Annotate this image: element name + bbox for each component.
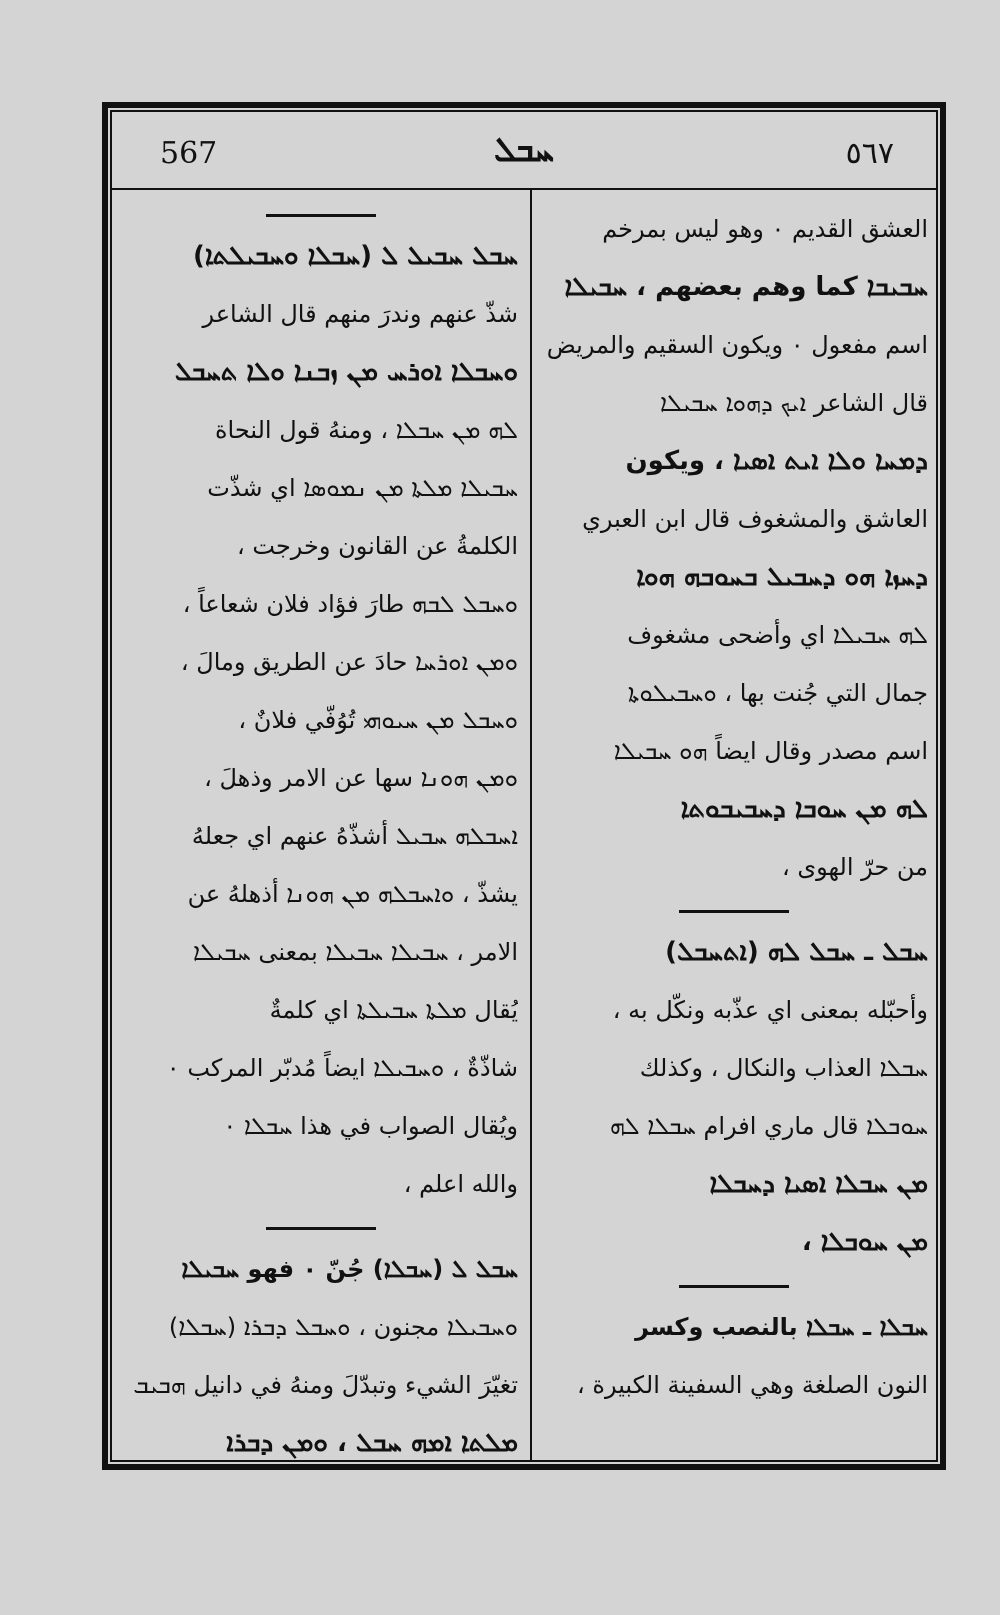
text-line: الامر ، ܚܒܝܠܐ ܚܒܝܠܐ بمعنى ܚܒܝܠܐ bbox=[192, 938, 518, 966]
entry-separator bbox=[679, 1285, 789, 1288]
text-line: ܠܗ ܡܢ ܚܒܠܐ ، ومنهُ قول النحاة bbox=[214, 416, 518, 444]
text-line: ܡܢ ܚܘܒܠܐ ، bbox=[801, 1227, 928, 1257]
text-line: ܘܡܢ ܐܘܪܚܐ حادَ عن الطريق ومالَ ، bbox=[180, 648, 518, 676]
text-line: ܚܒܝܒܐ كما وهم بعضهم ، ܚܒܝܠܐ bbox=[564, 272, 928, 302]
text-line: شذّ عنهم وندرَ منهم قال الشاعر bbox=[202, 300, 518, 328]
text-line: ܐܚܒܠܗ ܚܒܝܠ أشذّهُ عنهم اي جعلهُ bbox=[191, 822, 518, 850]
text-line: ܠܗ ܚܒܝܠܐ اي وأضحى مشغوف bbox=[627, 621, 928, 649]
text-line: تغيّرَ الشيء وتبدّلَ ومنهُ في دانيل ܗܒܝܒ bbox=[133, 1371, 518, 1399]
entry-headword: ܚܒܠܐ ـ ܚܒܠܐ بالنصب وكسر bbox=[635, 1313, 928, 1341]
text-line: ܘܚܒܠܐ ܐܘܪܚ ܡܢ ܙܒܢܐ ܘܠܐ ܬܚܒܠ bbox=[174, 357, 518, 387]
text-line: ܚܘܒܠܐ قال ماري افرام ܚܒܠܐ ܠܗ bbox=[609, 1112, 928, 1140]
text-line: جمال التي جُنت بها ، ܘܚܒܝܠܘܬܐ bbox=[627, 679, 928, 707]
text-line: يُقال ܡܠܬܐ ܚܒܝܠܬܐ اي كلمةٌ bbox=[269, 996, 518, 1024]
text-line: والله اعلم ، bbox=[403, 1170, 518, 1198]
running-head: ܚܒܠ bbox=[493, 130, 555, 170]
text-line: من حرّ الهوى ، bbox=[781, 853, 928, 881]
text-line: ܚܒܝܠܐ ܡܠܬܐ ܡܢ ܢܡܘܣܐ اي شذّت bbox=[207, 474, 518, 502]
entry-separator bbox=[266, 1227, 376, 1230]
text-line: ܘܚܒܠ ܡܢ ܚܝܘܗܝ تُوُفّي فلانٌ ، bbox=[238, 706, 518, 734]
text-line: العشق القديم ٠ وهو ليس بمرخم bbox=[602, 215, 928, 243]
text-line: ويُقال الصواب في هذا ܚܒܠܐ ٠ bbox=[223, 1112, 518, 1140]
text-line: شاذّةٌ ، ܘܚܒܝܠܐ ايضاً مُدبّر المركب ٠ bbox=[166, 1054, 518, 1082]
text-line: قال الشاعر ܐܝܟ ܕܗܘܐ ܚܒܝܠܐ bbox=[659, 389, 928, 417]
column-divider bbox=[530, 190, 532, 1460]
text-line: يشذّ ، ܘܐܚܒܠܗ ܡܢ ܗܘܢܐ أذهلهُ عن bbox=[187, 880, 518, 908]
page-header bbox=[110, 128, 938, 188]
left-column bbox=[124, 200, 518, 1472]
right-column bbox=[540, 200, 928, 1414]
text-line: وأحبّله بمعنى اي عذّبه ونكّل به ، bbox=[612, 996, 928, 1024]
text-line: اسم مفعول ٠ ويكون السقيم والمريض bbox=[546, 331, 928, 359]
text-line: ܕܡܚܐ ܘܠܐ ܐܝܬ ܐܣܝܐ ، ويكون bbox=[625, 446, 928, 476]
entry-separator bbox=[266, 214, 376, 217]
text-line: اسم مصدر وقال ايضاً ܗܘ ܚܒܝܠܐ bbox=[613, 737, 928, 765]
entry-headword: ܚܒܠ ܠ (ܚܒܠܐ) جُنّ ٠ فهو ܚܒܝܠܐ bbox=[181, 1255, 518, 1283]
text-line: النون الصلغة وهي السفينة الكبيرة ، bbox=[577, 1371, 928, 1399]
header-rule bbox=[112, 188, 936, 190]
page-number-latin: 567 bbox=[160, 136, 218, 171]
text-line: العاشق والمشغوف قال ابن العبري bbox=[582, 505, 928, 533]
text-line: ܠܗ ܡܢ ܚܘܒܐ ܕܚܒܝܒܘܬܐ bbox=[680, 794, 928, 824]
text-line: ܘܚܒܠ ܠܒܗ طارَ فؤاد فلان شعاعاً ، bbox=[182, 590, 518, 618]
text-line: ܕܚܙܐ ܗܘ ܕܚܒܝܠ ܒܚܘܒܗ ܗܘܐ bbox=[636, 562, 928, 592]
text-line: ܡܢ ܚܒܠܐ ܐܣܝܐ ܕܚܒܠܐ bbox=[709, 1169, 928, 1199]
text-line: الكلمةُ عن القانون وخرجت ، bbox=[237, 532, 518, 560]
text-line: ܘܚܒܝܠܐ مجنون ، ܘܚܒܠ ܕܒܪܐ (ܚܒܠܐ) bbox=[168, 1313, 518, 1341]
text-line: ܡܠܬܐ ܐܡܗ ܚܒܠ ، ܘܡܢ ܕܒܪܐ bbox=[226, 1428, 518, 1458]
entry-headword: ܚܒܠ ـ ܚܒܠ ܠܗ (ܐܬܚܒܠ) bbox=[665, 937, 928, 967]
page-number-arabic: ٥٦٧ bbox=[845, 136, 894, 171]
text-line: ܚܒܠܐ العذاب والنكال ، وكذلك bbox=[639, 1054, 928, 1082]
text-line: ܘܡܢ ܗܘܢܐ سها عن الامر وذهلَ ، bbox=[204, 764, 518, 792]
entry-separator bbox=[679, 910, 789, 913]
entry-headword: ܚܒܠ ܚܒܝܠ ܠ (ܚܒܠܐ ܘܚܒܝܠܬܐ) bbox=[192, 241, 518, 271]
